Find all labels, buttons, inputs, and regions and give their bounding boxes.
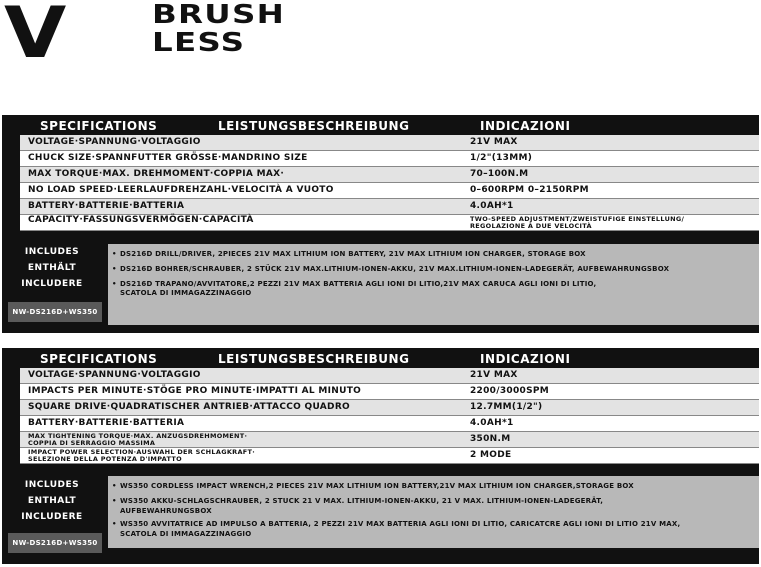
spec-value: 2200/3000SPM (470, 386, 550, 396)
logo-line-1: BRUSH (152, 0, 286, 30)
includes-de: ENTHÄLT (27, 263, 77, 273)
includes-en: INCLUDES (24, 247, 80, 257)
spec-label: BATTERY·BATTERIE·BATTERIA (28, 418, 185, 428)
includes-box (108, 244, 759, 325)
spec-value: 2 MODE (470, 450, 512, 460)
spec-row (20, 151, 759, 167)
spec-value: 21V MAX (470, 370, 518, 380)
spec-value: 0–600RPM 0–2150RPM (470, 185, 589, 195)
spec-block-drill (2, 115, 759, 333)
header-specifications: SPECIFICATIONS (40, 119, 158, 133)
header-indicazioni: INDICAZIONI (480, 352, 571, 366)
includes-it: INCLUDERE (21, 512, 83, 522)
model-tag: NW-DS216D+WS350 (8, 533, 102, 553)
spec-block-impact-wrench (2, 348, 759, 564)
spec-label: SQUARE DRIVE·QUADRATISCHER ANTRIEB·ATTACCO QUADRO (28, 402, 351, 412)
spec-row (20, 183, 759, 199)
spec-table (20, 368, 759, 464)
spec-row (20, 416, 759, 432)
spec-value (470, 216, 684, 230)
spec-value-line-2: REGOLAZIONE A DUE VELOCITÀ (470, 222, 592, 230)
spec-row (20, 432, 759, 448)
includes-item-text: WS350 AKKU-SCHLAGSCHRAUBER, 2 STUCK 21 V MAX. LITHIUM-IONEN-AKKU, 21 V MAX. LITHIUM-IONEN-LADEGERÄT, (120, 497, 604, 505)
brand-logo-v: V (4, 0, 67, 74)
spec-row (20, 384, 759, 400)
includes-box (108, 476, 759, 548)
spec-row (20, 448, 759, 464)
spec-value: 1/2"(13MM) (470, 153, 533, 163)
model-tag: NW-DS216D+WS350 (8, 302, 102, 322)
spec-label: VOLTAGE·SPANNUNG·VOLTAGGIO (28, 370, 201, 380)
spec-label: CHUCK SIZE·SPANNFUTTER GRÖSSE·MANDRINO SIZE (28, 153, 308, 163)
includes-item: • DS216D DRILL/DRIVER, 2PIECES 21V MAX LITHIUM ION BATTERY, 21V MAX LITHIUM ION CHARGER, STORAGE BOX (112, 250, 586, 258)
includes-item-text: SCATOLA DI IMMAGAZZINAGGIO (120, 289, 252, 297)
includes-item-text: DS216D DRILL/DRIVER, 2PIECES 21V MAX LITHIUM ION BATTERY, 21V MAX LITHIUM ION CHARGER, STORAGE BOX (120, 250, 586, 258)
spec-table (20, 135, 759, 231)
includes-item: • DS216D BOHRER/SCHRAUBER, 2 STÜCK 21V MAX.LITHIUM-IONEN-AKKU, 21V MAX.LITHIUM-IONEN-LADEGERÄT, AUFBEWAHRUNGSBOX (112, 265, 670, 273)
includes-de: ENTHALT (27, 496, 77, 506)
includes-item: • WS350 AVVITATRICE AD IMPULSO A BATTERIA, 2 PEZZI 21V MAX BATTERIA AGLI IONI DI LITIO, CARICATCRE AGLI IONI DI LITIO 21V MAX, (112, 520, 681, 528)
spec-header (2, 115, 759, 135)
spec-row (20, 368, 759, 384)
spec-value: 4.0AH*1 (470, 418, 514, 428)
spec-label-line-1: MAX TIGHTENING TORQUE·MAX. ANZUGSDREHMOMENT· (28, 432, 248, 440)
includes-item: • WS350 AKKU-SCHLAGSCHRAUBER, 2 STUCK 21 V MAX. LITHIUM-IONEN-AKKU, 21 V MAX. LITHIUM-IONEN-LADEGERÄT, (112, 497, 604, 505)
spec-label: IMPACTS PER MINUTE·STÖGE PRO MINUTE·IMPATTI AL MINUTO (28, 386, 362, 396)
logo-line-2: LESS (152, 28, 246, 58)
spec-label: BATTERY·BATTERIE·BATTERIA (28, 201, 185, 211)
includes-item-text: WS350 AVVITATRICE AD IMPULSO A BATTERIA, 2 PEZZI 21V MAX BATTERIA AGLI IONI DI LITIO, CARICATCRE AGLI IONI DI LITIO 21V MAX, (120, 520, 681, 528)
spec-label-line-2: COPPIA DI SERRAGGIO MASSIMA (28, 439, 156, 447)
header-leistungsbeschreibung: LEISTUNGSBESCHREIBUNG (218, 119, 410, 133)
includes-item-text: WS350 CORDLESS IMPACT WRENCH,2 PIECES 21V MAX LITHIUM ION BATTERY,21V MAX LITHIUM ION CHARGER,STORAGE BOX (120, 482, 634, 490)
spec-row (20, 135, 759, 151)
spec-value: 21V MAX (470, 137, 518, 147)
includes-item (112, 530, 760, 539)
includes-item (112, 507, 760, 516)
spec-label: MAX TORQUE·MAX. DREHMOMENT·COPPIA MAX· (28, 169, 285, 179)
brushless-logo-text (152, 2, 285, 58)
includes-item-text: AUFBEWAHRUNGSBOX (120, 507, 212, 515)
includes-item: • WS350 CORDLESS IMPACT WRENCH,2 PIECES 21V MAX LITHIUM ION BATTERY,21V MAX LITHIUM ION CHARGER,STORAGE BOX (112, 482, 634, 490)
spec-label-line-2: SELEZIONE DELLA POTENZA D'IMPATTO (28, 455, 182, 463)
includes-item-text: SCATOLA DI IMMAGAZZINAGGIO (120, 530, 252, 538)
includes-item: • DS216D TRAPANO/AVVITATORE,2 PEZZI 21V MAX BATTERIA AGLI IONI DI LITIO,21V MAX CARUCA AGLI IONI DI LITIO, (112, 280, 597, 288)
spec-header (2, 348, 759, 368)
includes-item-text: DS216D BOHRER/SCHRAUBER, 2 STÜCK 21V MAX.LITHIUM-IONEN-AKKU, 21V MAX.LITHIUM-IONEN-LADEGERÄT, AUFBEWAHRUNGSBOX (120, 265, 670, 273)
spec-row (20, 400, 759, 416)
spec-row (20, 167, 759, 183)
includes-item (112, 289, 760, 298)
spec-value: 4.0AH*1 (470, 201, 514, 211)
spec-value-line-1: TWO-SPEED ADJUSTMENT/ZWEISTUFIGE EINSTELLUNG/ (470, 215, 685, 223)
includes-it: INCLUDERE (21, 279, 83, 289)
includes-item-text: DS216D TRAPANO/AVVITATORE,2 PEZZI 21V MAX BATTERIA AGLI IONI DI LITIO,21V MAX CARUCA AGLI IONI DI LITIO, (120, 280, 597, 288)
spec-value: 70–100N.M (470, 169, 529, 179)
spec-value: 12.7MM(1/2") (470, 402, 543, 412)
spec-label: VOLTAGE·SPANNUNG·VOLTAGGIO (28, 137, 201, 147)
spec-label: NO LOAD SPEED·LEERLAUFDREHZAHL·VELOCITÀ A VUOTO (28, 185, 334, 195)
header-indicazioni: INDICAZIONI (480, 119, 571, 133)
spec-row (20, 199, 759, 215)
spec-row (20, 215, 759, 231)
header-specifications: SPECIFICATIONS (40, 352, 158, 366)
header-leistungsbeschreibung: LEISTUNGSBESCHREIBUNG (218, 352, 410, 366)
spec-label (28, 433, 247, 447)
spec-label (28, 449, 255, 463)
spec-label: CAPACITY·FASSUNGSVERMÖGEN·CAPACITÀ (28, 215, 254, 225)
includes-en: INCLUDES (24, 480, 80, 490)
spec-label-line-1: IMPACT POWER SELECTION·AUSWAHL DER SCHLAGKRAFT· (28, 448, 256, 456)
spec-value: 350N.M (470, 434, 511, 444)
